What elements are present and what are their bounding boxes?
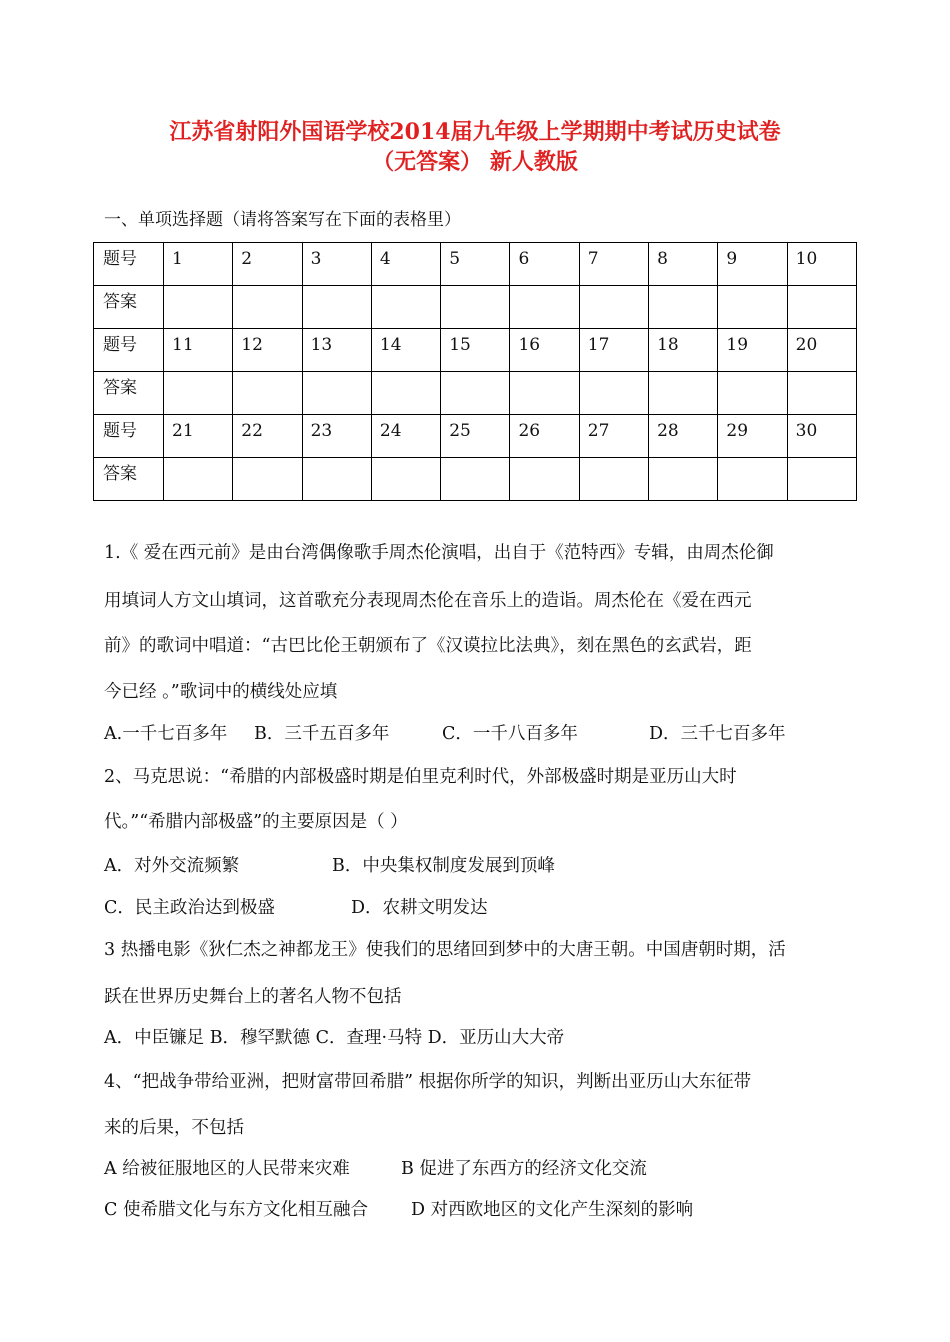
answer-cell[interactable] [164, 458, 233, 501]
q2-line1: 2、马克思说：“希腊的内部极盛时期是伯里克利时代，外部极盛时期是亚历山大时 [104, 767, 737, 787]
q4-options-row1 [104, 1157, 849, 1181]
question-number-cell: 3 [302, 243, 371, 286]
row-label-answer: 答案 [94, 372, 164, 415]
question-number-cell: 9 [718, 243, 787, 286]
q1-line3: 前》的歌词中唱道：“古巴比伦王朝颁布了《汉谟拉比法典》，刻在黑色的玄武岩，距 [104, 636, 752, 656]
answer-cell[interactable] [510, 286, 579, 329]
q3-options: A．中臣镰足 B．穆罕默德 C．查理·马特 D．亚历山大大帝 [104, 1028, 565, 1048]
answer-cell[interactable] [371, 458, 440, 501]
answer-cell[interactable] [441, 372, 510, 415]
question-number-cell: 14 [371, 329, 440, 372]
table-row-answers [94, 458, 857, 501]
answer-cell[interactable] [371, 286, 440, 329]
q2-option-b: B．中央集权制度发展到顶峰 [332, 856, 555, 876]
answer-cell[interactable] [649, 372, 718, 415]
answer-cell[interactable] [302, 458, 371, 501]
table-row-numbers [94, 415, 857, 458]
answer-cell[interactable] [718, 458, 787, 501]
answer-cell[interactable] [579, 286, 648, 329]
question-number-cell: 19 [718, 329, 787, 372]
q3-line1: 3 热播电影《狄仁杰之神都龙王》使我们的思绪回到梦中的大唐王朝。中国唐朝时期，活 [104, 940, 786, 960]
q4-line2: 来的后果，不包括 [104, 1118, 244, 1138]
q1-option-a: A.一千七百多年 [104, 724, 228, 744]
question-number-cell: 11 [164, 329, 233, 372]
question-number-cell: 5 [441, 243, 510, 286]
question-number-cell: 18 [649, 329, 718, 372]
question-number-cell: 28 [649, 415, 718, 458]
answer-cell[interactable] [371, 372, 440, 415]
q1-option-d: D．三千七百多年 [649, 724, 786, 744]
question-number-cell: 15 [441, 329, 510, 372]
question-number-cell: 30 [787, 415, 856, 458]
answer-cell[interactable] [441, 458, 510, 501]
question-number-cell: 6 [510, 243, 579, 286]
row-label-number: 题号 [94, 329, 164, 372]
answer-cell[interactable] [164, 286, 233, 329]
q4-line1: 4、“把战争带给亚洲，把财富带回希腊” 根据你所学的知识，判断出亚历山大东征带 [104, 1072, 752, 1092]
q1-options [104, 722, 849, 746]
section-heading: 一、单项选择题（请将答案写在下面的表格里） [104, 210, 461, 230]
answer-cell[interactable] [787, 372, 856, 415]
q1-line1: 1.《 爱在西元前》是由台湾偶像歌手周杰伦演唱，出自于《范特西》专辑，由周杰伦御 [104, 543, 774, 563]
question-number-cell: 12 [233, 329, 302, 372]
question-number-cell: 29 [718, 415, 787, 458]
question-number-cell: 10 [787, 243, 856, 286]
table-row-numbers [94, 243, 857, 286]
answer-cell[interactable] [787, 458, 856, 501]
question-number-cell: 24 [371, 415, 440, 458]
question-number-cell: 22 [233, 415, 302, 458]
q4-options-row2 [104, 1198, 849, 1222]
question-number-cell: 25 [441, 415, 510, 458]
answer-cell[interactable] [164, 372, 233, 415]
answer-cell[interactable] [302, 372, 371, 415]
q4-option-a: A 给被征服地区的人民带来灾难 [104, 1159, 350, 1179]
row-label-number: 题号 [94, 415, 164, 458]
q3-line2: 跃在世界历史舞台上的著名人物不包括 [104, 987, 402, 1007]
answer-cell[interactable] [510, 458, 579, 501]
question-number-cell: 13 [302, 329, 371, 372]
q1-option-b: B．三千五百多年 [254, 724, 390, 744]
question-number-cell: 26 [510, 415, 579, 458]
exam-title-line1: 江苏省射阳外国语学校2014届九年级上学期期中考试历史试卷 [169, 119, 781, 145]
q2-option-d: D．农耕文明发达 [351, 898, 488, 918]
q4-option-c: C 使希腊文化与东方文化相互融合 [104, 1200, 368, 1220]
q2-line2: 代。”“希腊内部极盛”的主要原因是（ ） [104, 812, 408, 832]
question-number-cell: 1 [164, 243, 233, 286]
answer-cell[interactable] [233, 372, 302, 415]
q2-option-a: A．对外交流频繁 [104, 856, 240, 876]
answer-cell[interactable] [233, 458, 302, 501]
answer-cell[interactable] [579, 458, 648, 501]
question-number-cell: 7 [579, 243, 648, 286]
answer-cell[interactable] [718, 286, 787, 329]
q1-line4: 今已经 。”歌词中的横线处应填 [104, 682, 338, 702]
answer-cell[interactable] [233, 286, 302, 329]
row-label-answer: 答案 [94, 458, 164, 501]
row-label-number: 题号 [94, 243, 164, 286]
table-row-numbers [94, 329, 857, 372]
question-number-cell: 16 [510, 329, 579, 372]
q4-option-b: B 促进了东西方的经济文化交流 [401, 1159, 647, 1179]
table-row-answers [94, 286, 857, 329]
question-number-cell: 27 [579, 415, 648, 458]
question-number-cell: 8 [649, 243, 718, 286]
answer-cell[interactable] [579, 372, 648, 415]
answer-cell[interactable] [441, 286, 510, 329]
answer-cell[interactable] [649, 286, 718, 329]
q4-option-d: D 对西欧地区的文化产生深刻的影响 [411, 1200, 694, 1220]
exam-title-line2: （无答案） 新人教版 [372, 149, 578, 175]
question-number-cell: 2 [233, 243, 302, 286]
q2-options-row2 [104, 896, 849, 920]
answer-table [93, 242, 857, 501]
answer-cell[interactable] [302, 286, 371, 329]
answer-cell[interactable] [510, 372, 579, 415]
row-label-answer: 答案 [94, 286, 164, 329]
q2-option-c: C．民主政治达到极盛 [104, 898, 275, 918]
question-number-cell: 20 [787, 329, 856, 372]
question-number-cell: 17 [579, 329, 648, 372]
answer-cell[interactable] [718, 372, 787, 415]
answer-cell[interactable] [787, 286, 856, 329]
question-number-cell: 23 [302, 415, 371, 458]
q1-line2: 用填词人方文山填词，这首歌充分表现周杰伦在音乐上的造诣。周杰伦在《爱在西元 [104, 591, 752, 611]
question-number-cell: 4 [371, 243, 440, 286]
question-number-cell: 21 [164, 415, 233, 458]
answer-cell[interactable] [649, 458, 718, 501]
table-row-answers [94, 372, 857, 415]
q2-options-row1 [104, 854, 849, 878]
q1-option-c: C．一千八百多年 [442, 724, 578, 744]
